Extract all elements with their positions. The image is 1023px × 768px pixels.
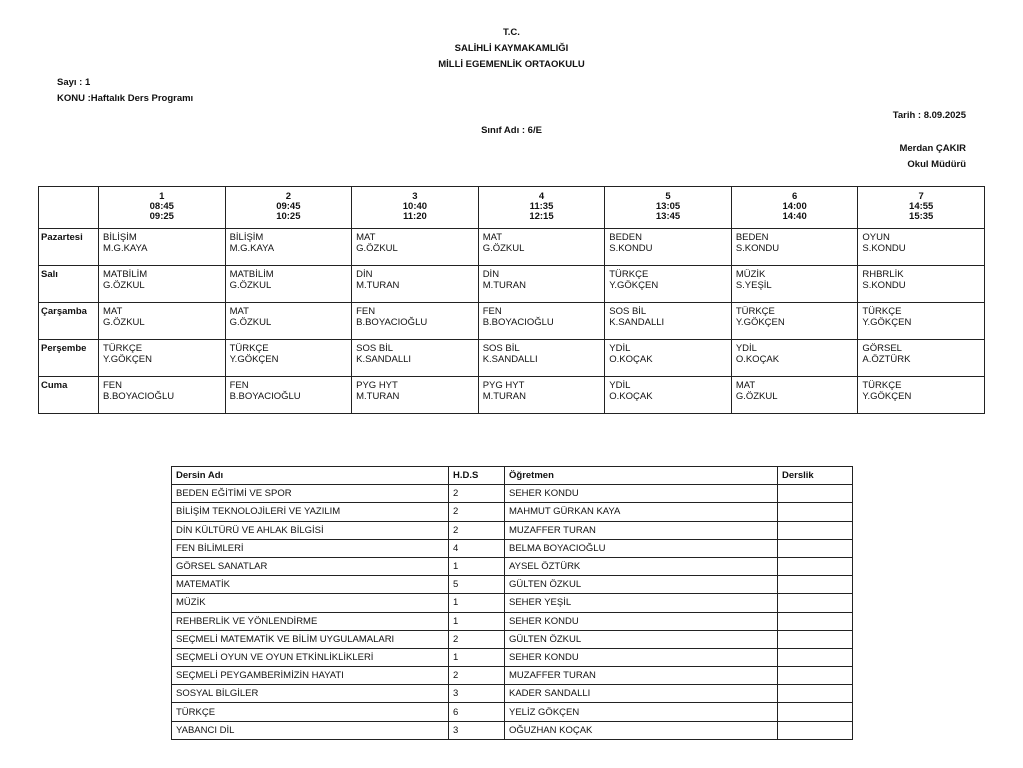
course-teacher: BELMA BOYACIOĞLU: [505, 539, 778, 557]
table-row: [172, 485, 853, 503]
schedule-cell: [478, 303, 605, 340]
table-row: [172, 721, 853, 739]
teacher-name: G.ÖZKUL: [103, 280, 145, 291]
period-end: 10:25: [276, 211, 301, 222]
subject-name: RHBRLİK: [862, 269, 904, 280]
course-room: [778, 648, 853, 666]
period-start: 11:35: [529, 201, 554, 212]
subject-name: TÜRKÇE: [103, 343, 143, 354]
schedule-cell: [605, 266, 732, 303]
course-name: SEÇMELİ MATEMATİK VE BİLİM UYGULAMALARI: [172, 630, 449, 648]
schedule-cell: [352, 340, 479, 377]
teacher-name: Y.GÖKÇEN: [229, 354, 279, 365]
course-room: [778, 667, 853, 685]
period-header: [352, 187, 479, 229]
table-row: [172, 576, 853, 594]
schedule-row-persembe: [39, 340, 985, 377]
subject-name: MAT: [356, 232, 376, 243]
subject-name: FEN: [482, 306, 502, 317]
period-start: 13:05: [655, 201, 681, 212]
teacher-name: S.KONDU: [609, 243, 653, 254]
course-name: MÜZİK: [172, 594, 449, 612]
schedule-cell: [352, 229, 479, 266]
day-label: Pazartesi: [39, 229, 99, 266]
header-school: MİLLİ EGEMENLİK ORTAOKULU: [438, 59, 585, 70]
teacher-name: M.TURAN: [482, 391, 526, 402]
course-room: [778, 630, 853, 648]
period-number: 2: [285, 191, 291, 202]
table-row: [172, 612, 853, 630]
teacher-name: O.KOÇAK: [735, 354, 780, 365]
schedule-cell: [352, 266, 479, 303]
schedule-cell: [99, 303, 226, 340]
teacher-name: M.G.KAYA: [103, 243, 148, 254]
course-hours: 1: [449, 648, 505, 666]
konu-label: KONU :Haftalık Ders Programı: [57, 93, 194, 104]
subject-name: SOS BİL: [609, 306, 647, 317]
teacher-name: K.SANDALLI: [482, 354, 538, 365]
schedule-cell: [99, 340, 226, 377]
subject-name: YDİL: [609, 343, 631, 354]
course-hours: 1: [449, 612, 505, 630]
period-end: 14:40: [782, 211, 807, 222]
teacher-name: B.BOYACIOĞLU: [103, 391, 175, 402]
teacher-name: B.BOYACIOĞLU: [356, 317, 428, 328]
table-row: [172, 594, 853, 612]
schedule-cell: [731, 340, 858, 377]
schedule-cell: [225, 266, 352, 303]
column-header-hours: H.D.S: [449, 467, 505, 485]
course-room: [778, 521, 853, 539]
period-header: [731, 187, 858, 229]
teacher-name: S.KONDU: [862, 280, 906, 291]
table-row: [172, 648, 853, 666]
schedule-cell: [99, 229, 226, 266]
period-start: 09:45: [276, 201, 301, 212]
table-row: [172, 503, 853, 521]
teacher-name: M.TURAN: [356, 280, 400, 291]
subject-name: TÜRKÇE: [862, 306, 902, 317]
teacher-name: G.ÖZKUL: [103, 317, 145, 328]
course-name: BİLİŞİM TEKNOLOJİLERİ VE YAZILIM: [172, 503, 449, 521]
period-number: 4: [538, 191, 545, 202]
course-room: [778, 703, 853, 721]
schedule-cell: [605, 303, 732, 340]
schedule-cell: [731, 377, 858, 414]
period-end: 15:35: [909, 211, 934, 222]
period-number: 1: [159, 191, 165, 202]
course-room: [778, 539, 853, 557]
table-row: [172, 521, 853, 539]
subject-name: TÜRKÇE: [862, 380, 902, 391]
teacher-name: M.TURAN: [356, 391, 400, 402]
teacher-name: G.ÖZKUL: [229, 317, 272, 328]
course-room: [778, 594, 853, 612]
period-header: [478, 187, 605, 229]
schedule-cell: [731, 229, 858, 266]
subject-name: PYG HYT: [482, 380, 525, 391]
day-label: Cuma: [39, 377, 99, 414]
course-room: [778, 485, 853, 503]
course-teacher: SEHER KONDU: [505, 485, 778, 503]
period-end: 12:15: [529, 211, 554, 222]
subject-name: MAT: [735, 380, 756, 391]
column-header-teacher: Öğretmen: [505, 467, 778, 485]
course-name: SEÇMELİ OYUN VE OYUN ETKİNLİKLİKLERİ: [172, 648, 449, 666]
schedule-row-sali: [39, 266, 985, 303]
course-teacher: MAHMUT GÜRKAN KAYA: [505, 503, 778, 521]
period-start: 08:45: [149, 201, 174, 212]
subject-name: MATBİLİM: [229, 269, 274, 280]
column-header-course: Dersin Adı: [172, 467, 449, 485]
schedule-cell: [478, 266, 605, 303]
period-end: 13:45: [655, 211, 681, 222]
teacher-name: O.KOÇAK: [609, 354, 653, 365]
course-name: GÖRSEL SANATLAR: [172, 557, 449, 575]
course-teacher: GÜLTEN ÖZKUL: [505, 576, 778, 594]
sinif-label: Sınıf Adı : 6/E: [481, 125, 542, 136]
course-name: SOSYAL BİLGİLER: [172, 685, 449, 703]
table-row: [172, 557, 853, 575]
course-name: MATEMATİK: [172, 576, 449, 594]
schedule-row-cuma: [39, 377, 985, 414]
period-header: [225, 187, 352, 229]
schedule-cell: [352, 377, 479, 414]
course-teacher: KADER SANDALLI: [505, 685, 778, 703]
subject-name: MATBİLİM: [103, 269, 148, 280]
teacher-name: Y.GÖKÇEN: [735, 317, 785, 328]
teacher-name: S.YEŞİL: [735, 280, 772, 291]
course-name: YABANCI DİL: [172, 721, 449, 739]
teacher-name: K.SANDALLI: [356, 354, 412, 365]
schedule-row-pazartesi: [39, 229, 985, 266]
mudur-name: Merdan ÇAKIR: [899, 143, 966, 154]
period-end: 11:20: [403, 211, 427, 222]
tarih-label: Tarih : 8.09.2025: [892, 110, 966, 121]
teacher-name: G.ÖZKUL: [735, 391, 778, 402]
schedule-cell: [605, 340, 732, 377]
course-room: [778, 721, 853, 739]
teacher-name: A.ÖZTÜRK: [862, 354, 911, 365]
mudur-title: Okul Müdürü: [907, 159, 966, 170]
table-row: [172, 685, 853, 703]
course-hours: 5: [449, 576, 505, 594]
period-number: 7: [918, 191, 924, 202]
teacher-name: M.TURAN: [482, 280, 526, 291]
course-room: [778, 685, 853, 703]
subject-name: OYUN: [862, 232, 890, 243]
schedule-cell: [478, 377, 605, 414]
schedule-corner-cell: [39, 187, 99, 229]
teacher-name: Y.GÖKÇEN: [103, 354, 152, 365]
schedule-cell: [858, 340, 985, 377]
course-teacher: MUZAFFER TURAN: [505, 667, 778, 685]
schedule-cell: [352, 303, 479, 340]
table-row: [172, 630, 853, 648]
course-hours: 2: [449, 630, 505, 648]
schedule-cell: [858, 266, 985, 303]
period-number: 5: [665, 191, 671, 202]
subject-name: TÜRKÇE: [735, 306, 775, 317]
schedule-row-carsamba: [39, 303, 985, 340]
course-teacher: SEHER YEŞİL: [505, 594, 778, 612]
lessons-summary-table: [171, 466, 853, 740]
course-hours: 4: [449, 539, 505, 557]
schedule-cell: [858, 377, 985, 414]
subject-name: DİN: [356, 269, 373, 280]
course-hours: 3: [449, 685, 505, 703]
teacher-name: G.ÖZKUL: [229, 280, 272, 291]
day-label: Perşembe: [39, 340, 99, 377]
teacher-name: O.KOÇAK: [609, 391, 653, 402]
period-header: [99, 187, 226, 229]
teacher-name: Y.GÖKÇEN: [862, 391, 912, 402]
course-name: DİN KÜLTÜRÜ VE AHLAK BİLGİSİ: [172, 521, 449, 539]
schedule-cell: [731, 303, 858, 340]
subject-name: BEDEN: [735, 232, 769, 243]
day-label: Salı: [39, 266, 99, 303]
teacher-name: S.KONDU: [862, 243, 906, 254]
subject-name: FEN: [356, 306, 376, 317]
course-teacher: GÜLTEN ÖZKUL: [505, 630, 778, 648]
course-teacher: OĞUZHAN KOÇAK: [505, 721, 778, 739]
course-hours: 1: [449, 594, 505, 612]
teacher-name: B.BOYACIOĞLU: [229, 391, 301, 402]
course-hours: 2: [449, 521, 505, 539]
subject-name: FEN: [229, 380, 249, 391]
period-start: 14:55: [909, 201, 934, 212]
period-start: 10:40: [402, 201, 428, 212]
subject-name: BİLİŞİM: [103, 232, 137, 243]
schedule-cell: [99, 266, 226, 303]
schedule-cell: [225, 340, 352, 377]
subject-name: MÜZİK: [735, 269, 766, 280]
subject-name: YDİL: [609, 380, 631, 391]
period-number: 3: [412, 191, 418, 202]
course-room: [778, 612, 853, 630]
schedule-cell: [605, 377, 732, 414]
schedule-cell: [858, 229, 985, 266]
course-hours: 2: [449, 667, 505, 685]
course-hours: 2: [449, 485, 505, 503]
schedule-cell: [478, 229, 605, 266]
schedule-cell: [605, 229, 732, 266]
header-kaymakamlik: SALİHLİ KAYMAKAMLIĞI: [454, 43, 569, 54]
course-hours: 2: [449, 503, 505, 521]
subject-name: BEDEN: [609, 232, 642, 243]
period-start: 14:00: [782, 201, 807, 212]
period-header: [605, 187, 732, 229]
subject-name: FEN: [103, 380, 122, 391]
course-room: [778, 503, 853, 521]
table-row: [172, 539, 853, 557]
subject-name: MAT: [229, 306, 249, 317]
teacher-name: G.ÖZKUL: [482, 243, 525, 254]
schedule-cell: [858, 303, 985, 340]
course-room: [778, 576, 853, 594]
course-room: [778, 557, 853, 575]
subject-name: TÜRKÇE: [609, 269, 649, 280]
schedule-cell: [225, 377, 352, 414]
day-label: Çarşamba: [39, 303, 99, 340]
schedule-cell: [731, 266, 858, 303]
period-end: 09:25: [149, 211, 174, 222]
subject-name: YDİL: [735, 343, 757, 354]
weekly-schedule-table: [38, 186, 985, 414]
subject-name: GÖRSEL: [862, 343, 902, 354]
teacher-name: B.BOYACIOĞLU: [482, 317, 554, 328]
course-hours: 1: [449, 557, 505, 575]
course-name: REHBERLİK VE YÖNLENDİRME: [172, 612, 449, 630]
subject-name: MAT: [482, 232, 503, 243]
course-hours: 6: [449, 703, 505, 721]
teacher-name: Y.GÖKÇEN: [609, 280, 659, 291]
course-name: BEDEN EĞİTİMİ VE SPOR: [172, 485, 449, 503]
subject-name: BİLİŞİM: [229, 232, 264, 243]
schedule-header-row: [39, 187, 985, 229]
schedule-cell: [99, 377, 226, 414]
period-header: [858, 187, 985, 229]
lessons-header-row: [172, 467, 853, 485]
course-teacher: SEHER KONDU: [505, 648, 778, 666]
subject-name: DİN: [482, 269, 500, 280]
schedule-cell: [225, 303, 352, 340]
subject-name: PYG HYT: [356, 380, 398, 391]
header-tc: T.C.: [503, 27, 520, 38]
subject-name: SOS BİL: [356, 343, 394, 354]
sayi-label: Sayı : 1: [57, 77, 91, 88]
period-number: 6: [791, 191, 798, 202]
course-hours: 3: [449, 721, 505, 739]
subject-name: SOS BİL: [482, 343, 520, 354]
subject-name: TÜRKÇE: [229, 343, 269, 354]
teacher-name: Y.GÖKÇEN: [862, 317, 912, 328]
course-name: TÜRKÇE: [172, 703, 449, 721]
teacher-name: S.KONDU: [735, 243, 780, 254]
course-teacher: SEHER KONDU: [505, 612, 778, 630]
schedule-cell: [478, 340, 605, 377]
table-row: [172, 703, 853, 721]
course-teacher: AYSEL ÖZTÜRK: [505, 557, 778, 575]
course-name: FEN BİLİMLERİ: [172, 539, 449, 557]
course-teacher: YELİZ GÖKÇEN: [505, 703, 778, 721]
table-row: [172, 667, 853, 685]
teacher-name: K.SANDALLI: [609, 317, 665, 328]
teacher-name: G.ÖZKUL: [356, 243, 398, 254]
course-name: SEÇMELİ PEYGAMBERİMİZİN HAYATI: [172, 667, 449, 685]
subject-name: MAT: [103, 306, 123, 317]
column-header-room: Derslik: [778, 467, 853, 485]
teacher-name: M.G.KAYA: [229, 243, 275, 254]
schedule-cell: [225, 229, 352, 266]
course-teacher: MUZAFFER TURAN: [505, 521, 778, 539]
